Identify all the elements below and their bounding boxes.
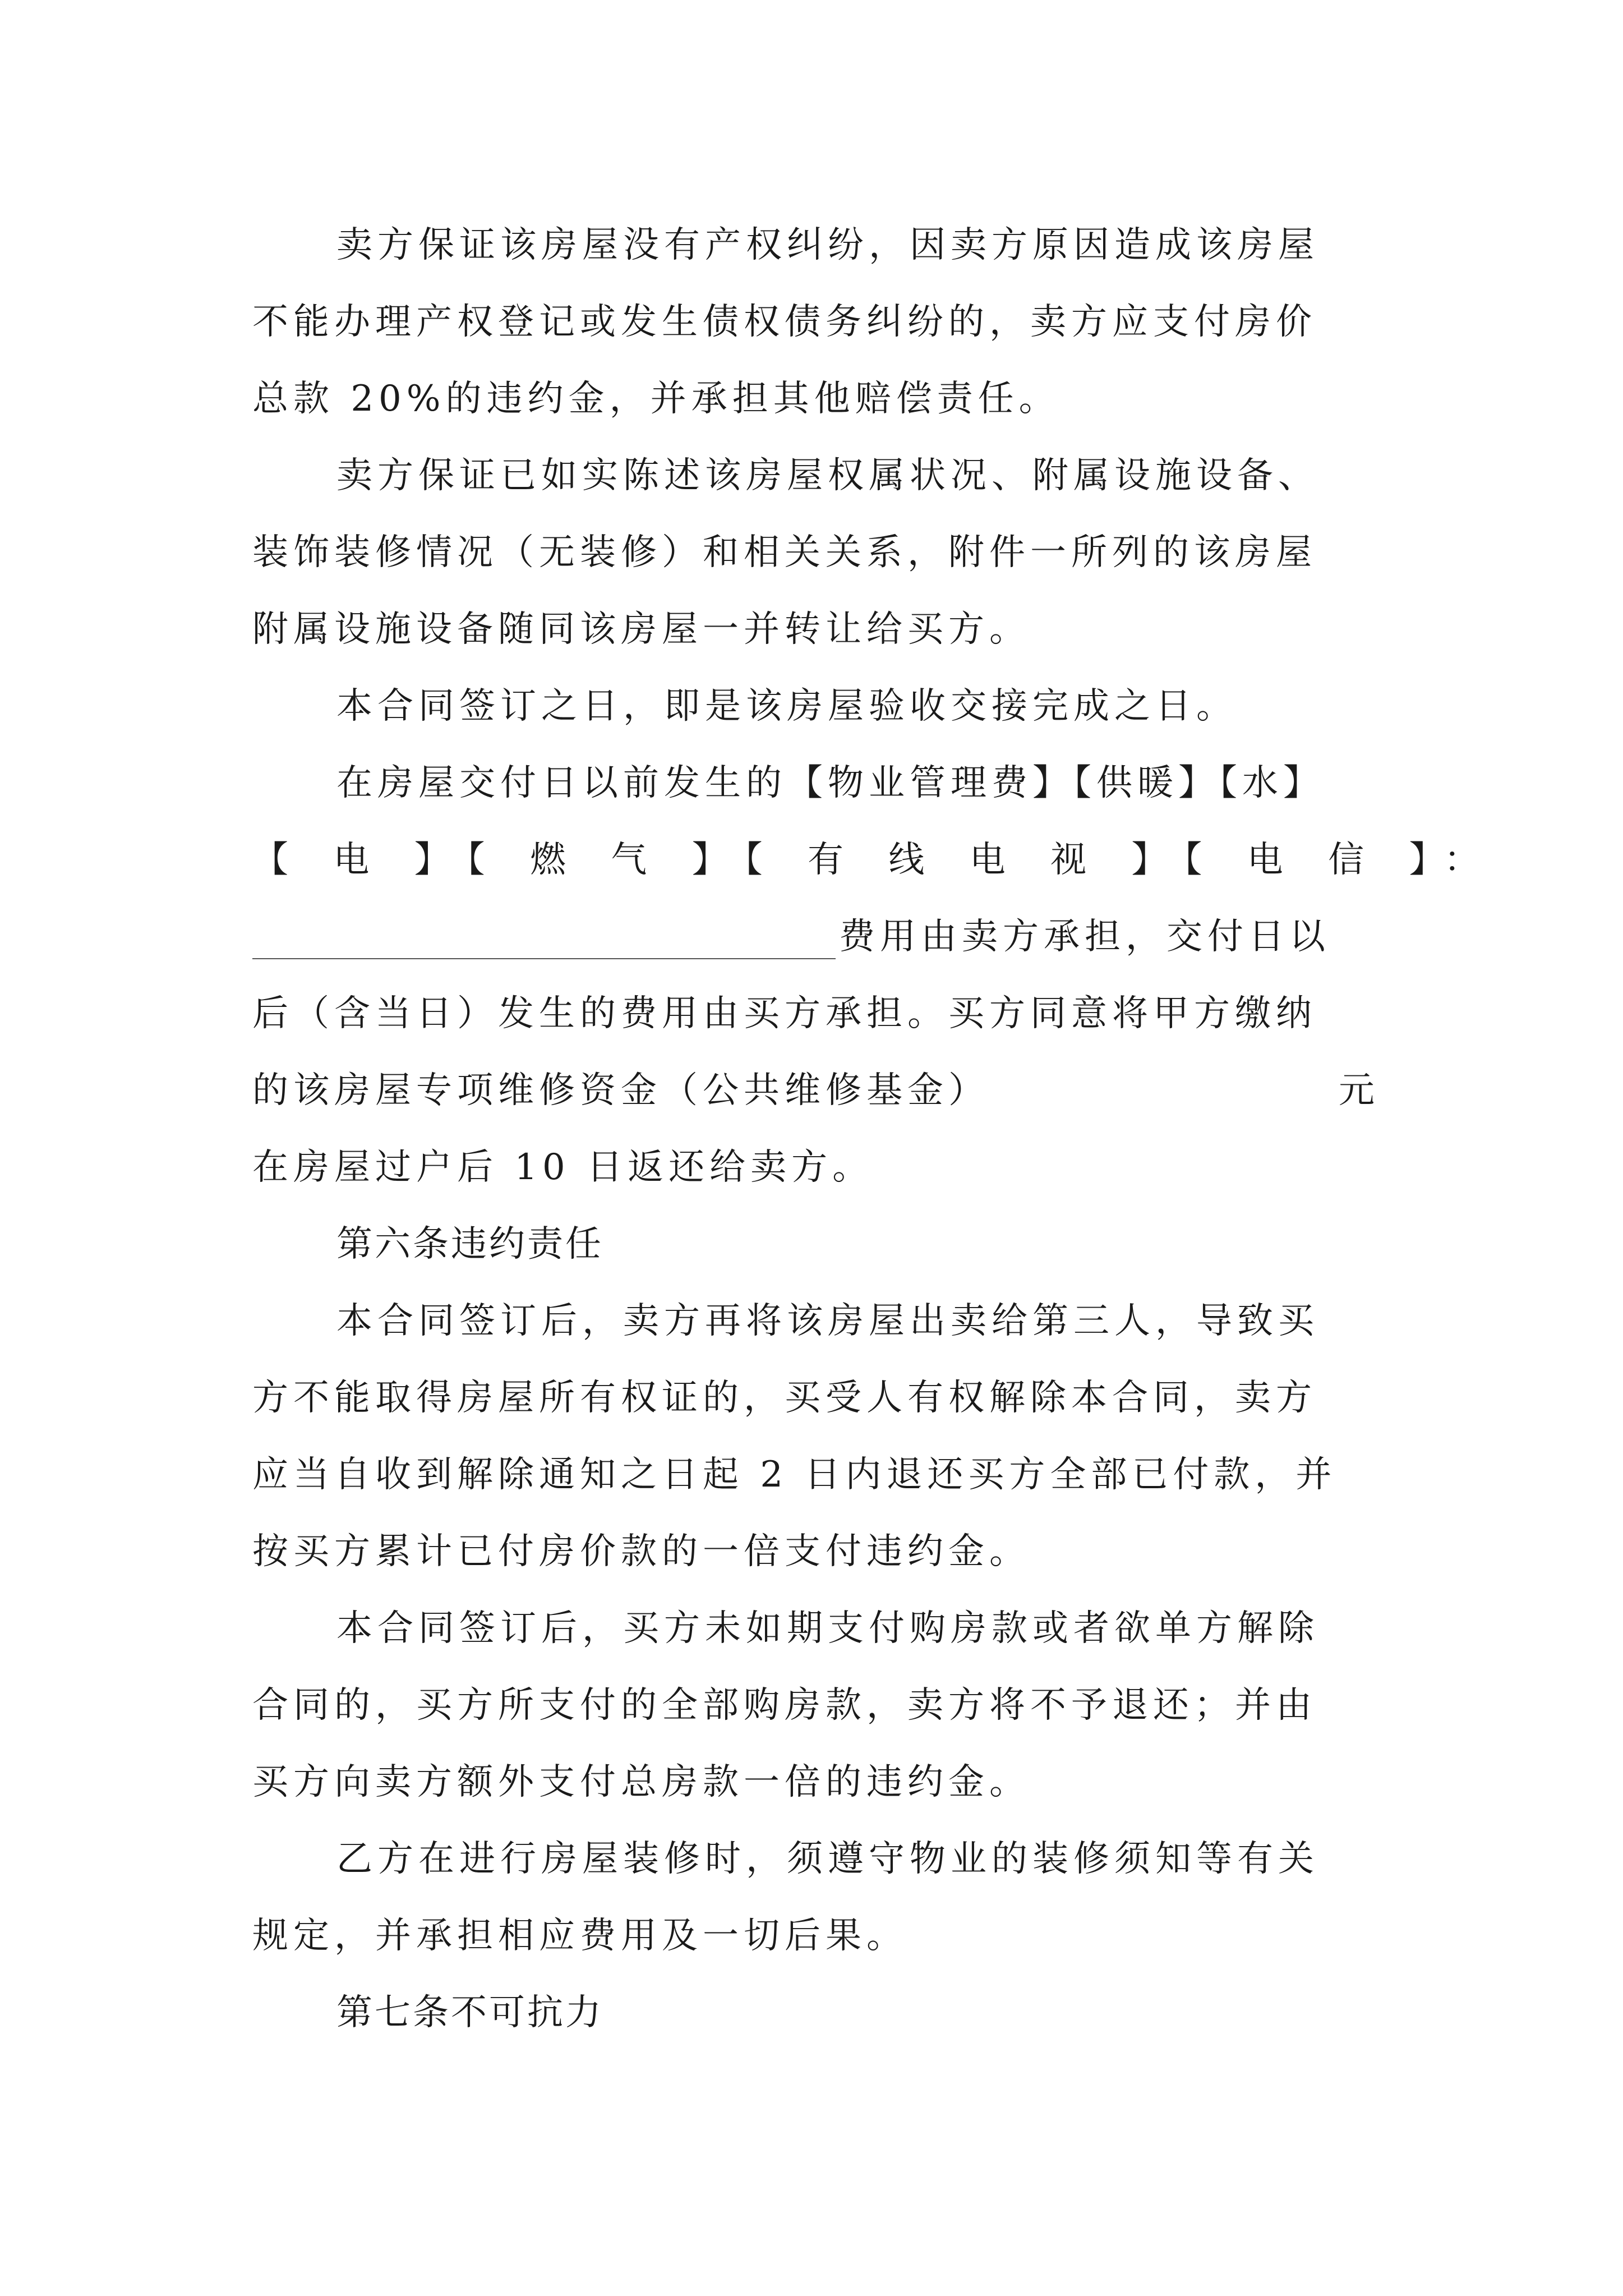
text-line: 不能办理产权登记或发生债权债务纠纷的，卖方应支付房价 xyxy=(252,301,1317,343)
section-heading: 第六条违约责任 xyxy=(336,1223,603,1265)
text-line: 装饰装修情况（无装修）和相关关系，附件一所列的该房屋 xyxy=(252,532,1317,573)
text-line: 方不能取得房屋所有权证的，买受人有权解除本合同，卖方 xyxy=(252,1377,1317,1419)
text-line: 卖方保证已如实陈述该房屋权属状况、附属设施设备、 xyxy=(336,455,1319,496)
text-line: 按买方累计已付房价款的一倍支付违约金。 xyxy=(252,1531,1030,1572)
text-line: 本合同签订后，卖方再将该房屋出卖给第三人，导致买 xyxy=(336,1300,1319,1342)
text-line: 买方向卖方额外支付总房款一倍的违约金。 xyxy=(252,1761,1030,1803)
text-line: 【 电 】【 燃 气 】【 有 线 电 视 】【 电 信 】： xyxy=(252,839,1497,881)
text-line: 本合同签订后，买方未如期支付购房款或者欲单方解除 xyxy=(336,1608,1319,1649)
text-line: 乙方在进行房屋装修时，须遵守物业的装修须知等有关 xyxy=(336,1838,1319,1880)
text-line: 附属设施设备随同该房屋一并转让给买方。 xyxy=(252,609,1030,650)
text-segment: 费用由卖方承担，交付日以 xyxy=(839,916,1330,958)
text-line: 卖方保证该房屋没有产权纠纷，因卖方原因造成该房屋 xyxy=(336,224,1319,266)
text-line: 后（含当日）发生的费用由买方承担。买方同意将甲方缴纳 xyxy=(252,993,1317,1034)
text-line: 在房屋过户后 10 日返还给卖方。 xyxy=(252,1147,874,1188)
text-line: 在房屋交付日以前发生的【物业管理费】【供暖】【水】 xyxy=(336,762,1324,804)
section-heading: 第七条不可抗力 xyxy=(336,1992,603,2033)
text-line: 应当自收到解除通知之日起 2 日内退还买方全部已付款，并 xyxy=(252,1454,1337,1496)
fill-in-blank[interactable] xyxy=(252,923,836,959)
text-line: 规定，并承担相应费用及一切后果。 xyxy=(252,1915,907,1957)
text-line-with-blank xyxy=(252,914,1380,959)
text-line: 本合同签订之日，即是该房屋验收交接完成之日。 xyxy=(336,685,1237,727)
text-line-with-gap xyxy=(252,1068,1380,1113)
text-segment: 的该房屋专项维修资金（公共维修基金） xyxy=(252,1070,989,1111)
text-line: 合同的，买方所支付的全部购房款，卖方将不予退还；并由 xyxy=(252,1685,1317,1726)
currency-unit: 元 xyxy=(1339,1070,1380,1111)
text-line: 总款 20%的违约金，并承担其他赔偿责任。 xyxy=(252,378,1060,420)
